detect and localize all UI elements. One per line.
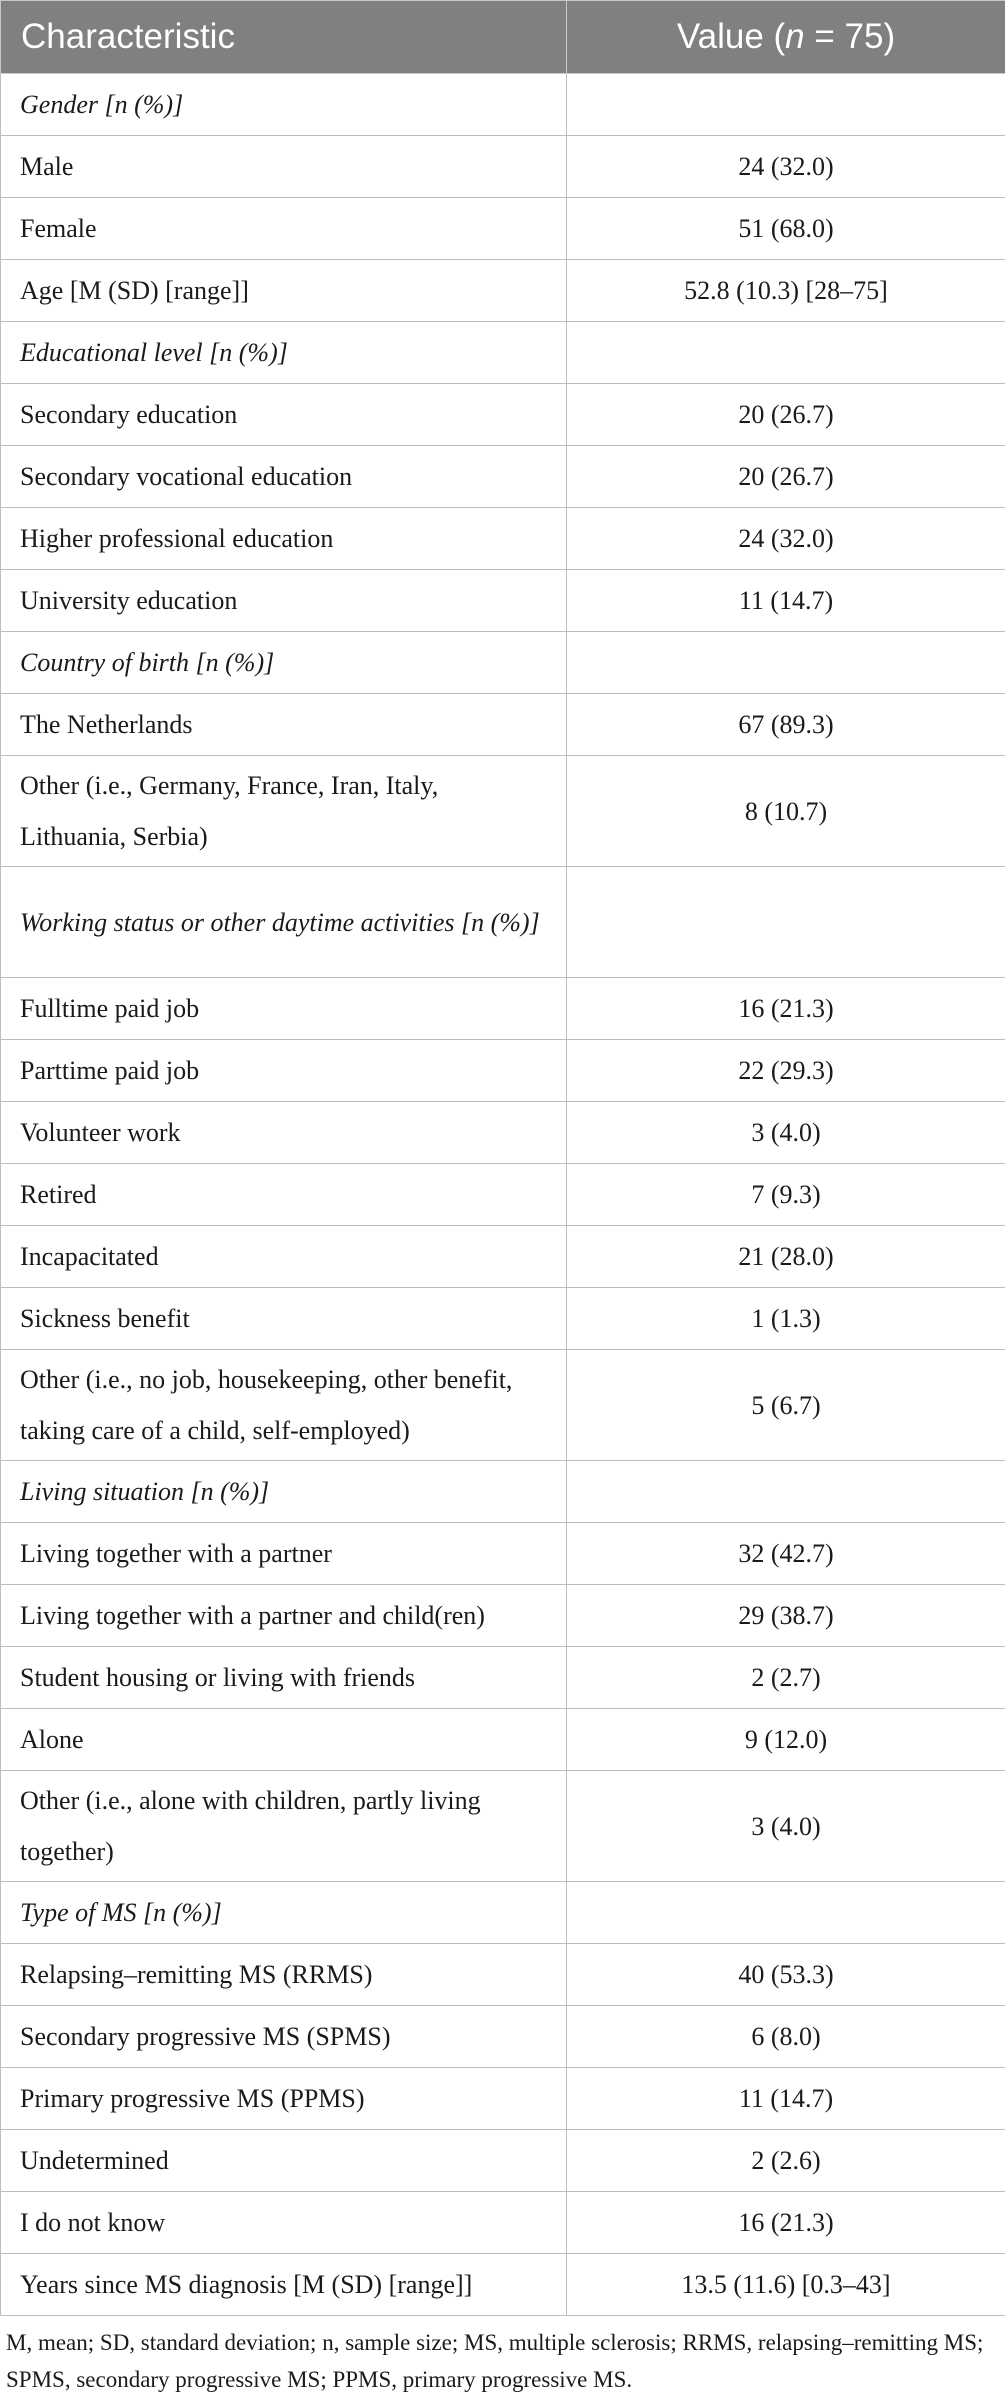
table-row xyxy=(1,756,1005,867)
value-header-suffix: = 75) xyxy=(805,17,895,56)
table-row xyxy=(1,136,1005,198)
row-label: University education xyxy=(1,570,567,632)
section-header-row xyxy=(1,867,1005,978)
section-label: Gender [n (%)] xyxy=(1,74,567,136)
value-header-prefix: Value ( xyxy=(677,17,785,56)
table-row xyxy=(1,198,1005,260)
table-row xyxy=(1,260,1005,322)
table-row xyxy=(1,1647,1005,1709)
row-value: 20 (26.7) xyxy=(567,446,1005,508)
row-label: Higher professional education xyxy=(1,508,567,570)
row-value: 3 (4.0) xyxy=(567,1771,1005,1882)
row-value: 40 (53.3) xyxy=(567,1944,1005,2006)
row-value xyxy=(567,322,1005,384)
table-row xyxy=(1,2130,1005,2192)
row-value: 16 (21.3) xyxy=(567,2192,1005,2254)
column-header-characteristic: Characteristic xyxy=(1,1,567,74)
row-value xyxy=(567,74,1005,136)
row-label: Living together with a partner and child(ren) xyxy=(1,1585,567,1647)
table-row xyxy=(1,446,1005,508)
row-label: Primary progressive MS (PPMS) xyxy=(1,2068,567,2130)
row-value: 7 (9.3) xyxy=(567,1164,1005,1226)
row-value: 1 (1.3) xyxy=(567,1288,1005,1350)
column-header-value xyxy=(567,1,1005,74)
row-value: 11 (14.7) xyxy=(567,570,1005,632)
row-label: Male xyxy=(1,136,567,198)
row-label: Female xyxy=(1,198,567,260)
section-label: Country of birth [n (%)] xyxy=(1,632,567,694)
row-value: 52.8 (10.3) [28–75] xyxy=(567,260,1005,322)
row-value: 16 (21.3) xyxy=(567,978,1005,1040)
row-label: Other (i.e., Germany, France, Iran, Italy, Lithuania, Serbia) xyxy=(1,756,567,867)
section-label: Educational level [n (%)] xyxy=(1,322,567,384)
row-value: 3 (4.0) xyxy=(567,1102,1005,1164)
row-label: Secondary vocational education xyxy=(1,446,567,508)
row-label: Age [M (SD) [range]] xyxy=(1,260,567,322)
row-value: 11 (14.7) xyxy=(567,2068,1005,2130)
row-value: 20 (26.7) xyxy=(567,384,1005,446)
row-label: Relapsing–remitting MS (RRMS) xyxy=(1,1944,567,2006)
row-label: Undetermined xyxy=(1,2130,567,2192)
row-value: 2 (2.7) xyxy=(567,1647,1005,1709)
table-row xyxy=(1,2068,1005,2130)
row-value: 9 (12.0) xyxy=(567,1709,1005,1771)
row-label: I do not know xyxy=(1,2192,567,2254)
row-label: The Netherlands xyxy=(1,694,567,756)
row-label: Alone xyxy=(1,1709,567,1771)
row-value xyxy=(567,1461,1005,1523)
table-row xyxy=(1,1226,1005,1288)
row-label: Sickness benefit xyxy=(1,1288,567,1350)
table-footnote: M, mean; SD, standard deviation; n, sample size; MS, multiple sclerosis; RRMS, relapsing–remitting MS; SPMS, secondary progressive MS; PPMS, primary progressive MS. xyxy=(0,2316,1005,2398)
table-row xyxy=(1,1523,1005,1585)
table-row xyxy=(1,508,1005,570)
row-label: Incapacitated xyxy=(1,1226,567,1288)
table-header xyxy=(1,1,1005,74)
row-label: Parttime paid job xyxy=(1,1040,567,1102)
table-row xyxy=(1,1709,1005,1771)
row-value: 21 (28.0) xyxy=(567,1226,1005,1288)
table-row xyxy=(1,384,1005,446)
section-header-row xyxy=(1,1461,1005,1523)
table-row xyxy=(1,2192,1005,2254)
section-header-row xyxy=(1,1882,1005,1944)
row-value: 29 (38.7) xyxy=(567,1585,1005,1647)
table-row xyxy=(1,1040,1005,1102)
table-row xyxy=(1,1164,1005,1226)
section-label: Working status or other daytime activities [n (%)] xyxy=(1,867,567,978)
table-row xyxy=(1,2254,1005,2316)
row-label: Retired xyxy=(1,1164,567,1226)
row-label: Secondary education xyxy=(1,384,567,446)
row-label: Volunteer work xyxy=(1,1102,567,1164)
table-row xyxy=(1,2006,1005,2068)
row-value: 32 (42.7) xyxy=(567,1523,1005,1585)
row-value: 67 (89.3) xyxy=(567,694,1005,756)
row-label: Other (i.e., no job, housekeeping, other benefit, taking care of a child, self-employed) xyxy=(1,1350,567,1461)
row-value: 2 (2.6) xyxy=(567,2130,1005,2192)
row-value: 8 (10.7) xyxy=(567,756,1005,867)
section-label: Living situation [n (%)] xyxy=(1,1461,567,1523)
row-value xyxy=(567,867,1005,978)
table-row xyxy=(1,1102,1005,1164)
row-value: 5 (6.7) xyxy=(567,1350,1005,1461)
row-value: 22 (29.3) xyxy=(567,1040,1005,1102)
row-value xyxy=(567,1882,1005,1944)
table-row xyxy=(1,978,1005,1040)
row-label: Student housing or living with friends xyxy=(1,1647,567,1709)
table-row xyxy=(1,1350,1005,1461)
value-header-n: n xyxy=(785,17,804,56)
table-row xyxy=(1,1944,1005,2006)
section-header-row xyxy=(1,322,1005,384)
section-label: Type of MS [n (%)] xyxy=(1,1882,567,1944)
row-value xyxy=(567,632,1005,694)
row-label: Other (i.e., alone with children, partly living together) xyxy=(1,1771,567,1882)
section-header-row xyxy=(1,632,1005,694)
row-value: 24 (32.0) xyxy=(567,136,1005,198)
row-label: Fulltime paid job xyxy=(1,978,567,1040)
row-value: 13.5 (11.6) [0.3–43] xyxy=(567,2254,1005,2316)
row-value: 6 (8.0) xyxy=(567,2006,1005,2068)
table-row xyxy=(1,570,1005,632)
table-row xyxy=(1,694,1005,756)
table-row xyxy=(1,1288,1005,1350)
row-label: Living together with a partner xyxy=(1,1523,567,1585)
header-row xyxy=(1,1,1005,74)
section-header-row xyxy=(1,74,1005,136)
table-body xyxy=(1,74,1005,2316)
table-row xyxy=(1,1771,1005,1882)
row-value: 24 (32.0) xyxy=(567,508,1005,570)
row-value: 51 (68.0) xyxy=(567,198,1005,260)
row-label: Years since MS diagnosis [M (SD) [range]] xyxy=(1,2254,567,2316)
table-row xyxy=(1,1585,1005,1647)
row-label: Secondary progressive MS (SPMS) xyxy=(1,2006,567,2068)
